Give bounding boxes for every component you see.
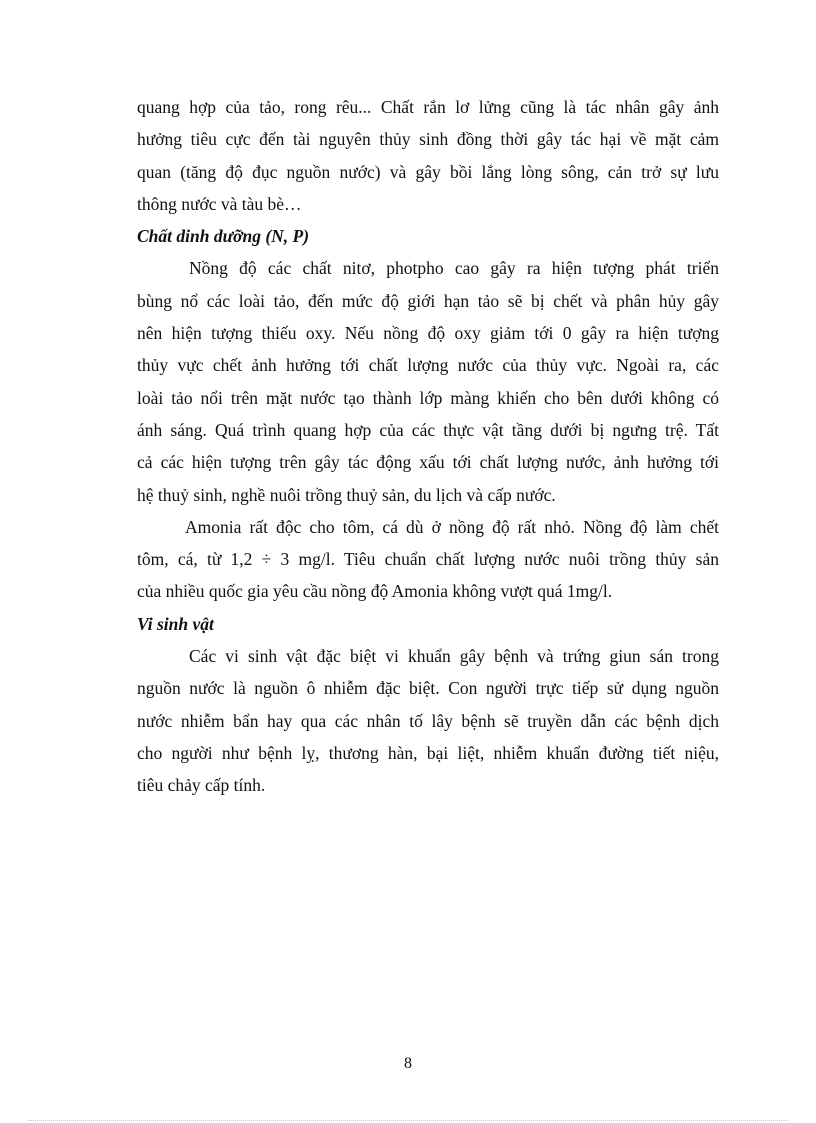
page-body: [137, 91, 719, 802]
text-line: Nồng độ các chất nitơ, photpho cao gây ra hiện tượng phát triển: [189, 258, 719, 279]
text-line: nên hiện tượng thiếu oxy. Nếu nồng độ oxy giảm tới 0 gây ra hiện tượng: [137, 323, 719, 344]
text-line: quang hợp của tảo, rong rêu... Chất rắn lơ lửng cũng là tác nhân gây ảnh: [137, 97, 719, 117]
text-line: tiêu chảy cấp tính.: [137, 775, 266, 796]
text-line: Các vi sinh vật đặc biệt vi khuẩn gây bệnh và trứng giun sán trong: [189, 646, 719, 667]
text-line: cho người như bệnh lỵ, thương hàn, bại liệt, nhiễm khuẩn đường tiết niệu,: [137, 742, 719, 763]
text-line: cả các hiện tượng trên gây tác động xấu tới chất lượng nước, ảnh hưởng tới: [137, 452, 719, 473]
text-line: ánh sáng. Quá trình quang hợp của các thực vật tầng dưới bị ngưng trệ. Tất: [137, 419, 719, 440]
text-line: thủy vực chết ảnh hưởng tới chất lượng nước của thủy vực. Ngoài ra, các: [137, 355, 719, 376]
text-line: Amonia rất độc cho tôm, cá dù ở nồng độ rất nhỏ. Nồng độ làm chết: [185, 516, 719, 537]
page-bottom-divider: [28, 1120, 788, 1121]
text-line: bùng nổ các loài tảo, đến mức độ giới hạn tảo sẽ bị chết và phân hủy gây: [137, 290, 719, 311]
text-line: hệ thuỷ sinh, nghề nuôi trồng thuỷ sản, du lịch và cấp nước.: [137, 484, 556, 505]
page-number: 8: [404, 1055, 412, 1072]
paragraph-suspended-solids: [137, 91, 719, 220]
section-heading-nutrients: Chất dinh dưỡng (N, P): [137, 226, 310, 247]
text-line: tôm, cá, từ 1,2 ÷ 3 mg/l. Tiêu chuẩn chất lượng nước nuôi trồng thủy sản: [137, 549, 719, 570]
text-line: của nhiều quốc gia yêu cầu nồng độ Amonia không vượt quá 1mg/l.: [137, 581, 613, 602]
text-line: hưởng tiêu cực đến tài nguyên thủy sinh đồng thời gây tác hại về mặt cảm: [137, 129, 719, 150]
paragraph-ammonia: [137, 511, 719, 608]
text-line: nguồn nước là nguồn ô nhiễm đặc biệt. Con người trực tiếp sử dụng nguồn: [137, 678, 719, 699]
text-line: nước nhiễm bẩn hay qua các nhân tố lây bệnh sẽ truyền dẫn các bệnh dịch: [137, 710, 719, 731]
paragraph-nutrients: [137, 252, 719, 510]
text-line: quan (tăng độ đục nguồn nước) và gây bồi lắng lòng sông, cản trở sự lưu: [137, 161, 719, 182]
text-line: thông nước và tàu bè…: [137, 193, 302, 214]
section-heading-microorganisms: Vi sinh vật: [137, 613, 214, 634]
paragraph-microorganisms: [137, 640, 719, 801]
text-line: loài tảo nổi trên mặt nước tạo thành lớp màng khiến cho bên dưới không có: [137, 387, 719, 408]
